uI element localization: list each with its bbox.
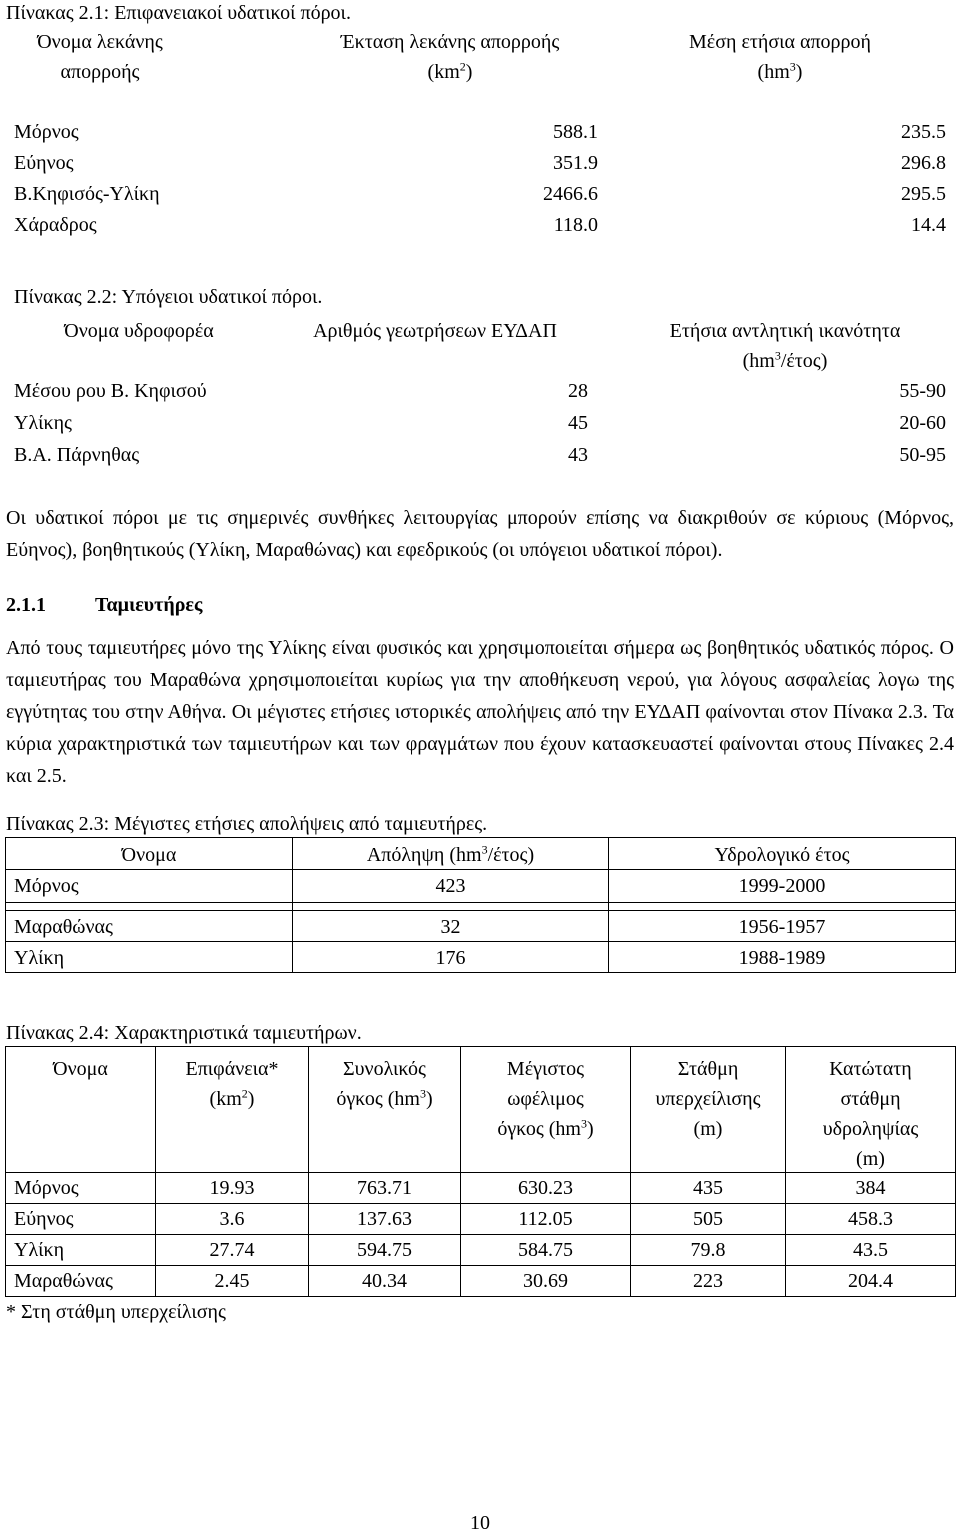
cell-useful: 584.75 xyxy=(518,1239,573,1261)
cell-name: Μόρνος xyxy=(14,1177,79,1199)
cell-spill: 223 xyxy=(693,1270,723,1292)
cell-useful: 112.05 xyxy=(518,1208,573,1230)
table21-header-runoff: Μέση ετήσια απορροή $(hm^3)$ xyxy=(689,31,871,83)
cell-name: Εύηνος xyxy=(14,1208,74,1230)
cell-runoff: 235.5 xyxy=(901,121,946,143)
cell-withdrawal: 32 xyxy=(440,916,461,938)
table24-footnote: * Στη στάθμη υπερχείλισης xyxy=(6,1301,226,1323)
table22-header-name: Όνομα υδροφορέα xyxy=(64,320,214,342)
cell-name: Υλίκη xyxy=(14,947,65,969)
table22-header-capacity: Ετήσια αντλητική ικανότητα $(hm^3/έ\tau o\varsigma)$ xyxy=(669,320,901,372)
cell-total: 137.63 xyxy=(357,1208,412,1230)
cell-area: 2.45 xyxy=(214,1270,250,1292)
cell-total: 763.71 xyxy=(357,1177,412,1199)
cell-runoff: 296.8 xyxy=(901,152,946,174)
table21-caption: Πίνακας 2.1: Επιφανειακοί υδατικοί πόροι. xyxy=(6,2,351,24)
cell-intake: 384 xyxy=(855,1177,886,1199)
cell-runoff: 14.4 xyxy=(911,214,946,236)
cell-name: Β.Α. Πάρνηθας xyxy=(14,444,140,466)
cell-name: Μέσου ρου Β. Κηφισού xyxy=(14,380,207,402)
cell-wells: 45 xyxy=(568,412,588,434)
cell-name: Μόρνος xyxy=(14,875,79,897)
cell-useful: 630.23 xyxy=(518,1177,573,1199)
table23-header-withdrawal: Απόληψη $(hm^3/έ\tau o\varsigma)$ xyxy=(366,842,535,866)
paragraph-resources: Οι υδατικοί πόροι με τις σημερινές συνθήκες λειτουργίας μπορούν επίσης να διακριθούν σε κύριους (Μόρνος, Εύηνος), βοηθητικούς (Υλίκη, Μαραθώνας) και εφεδρικούς (οι υπόγειοι υδατικοί πόροι). xyxy=(6,507,954,561)
table24-header-area: Επιφάνεια* $(km^2)$ xyxy=(185,1058,279,1110)
cell-area: 3.6 xyxy=(219,1208,245,1230)
cell-area: 351.9 xyxy=(553,152,598,174)
cell-wells: 43 xyxy=(568,444,588,466)
cell-capacity: 20-60 xyxy=(899,412,946,434)
cell-total: 594.75 xyxy=(357,1239,412,1261)
cell-year: 1956-1957 xyxy=(738,916,826,938)
cell-withdrawal: 176 xyxy=(435,947,466,969)
cell-intake: 43.5 xyxy=(853,1239,888,1261)
cell-total: 40.34 xyxy=(362,1270,407,1292)
cell-name: Εύηνος xyxy=(14,152,74,174)
page-number: 10 xyxy=(470,1512,490,1534)
cell-name: Μόρνος xyxy=(14,121,79,143)
cell-intake: 458.3 xyxy=(848,1208,893,1230)
cell-name: Υλίκης xyxy=(14,412,72,434)
cell-year: 1988-1989 xyxy=(738,947,826,969)
cell-area: 118.0 xyxy=(553,214,598,236)
cell-area: 588.1 xyxy=(553,121,598,143)
cell-withdrawal: 423 xyxy=(435,875,466,897)
cell-name: Μαραθώνας xyxy=(14,1270,113,1292)
cell-name: Υλίκη xyxy=(14,1239,65,1261)
table24-caption: Πίνακας 2.4: Χαρακτηριστικά ταμιευτήρων. xyxy=(6,1022,362,1044)
cell-wells: 28 xyxy=(568,380,588,402)
cell-spill: 505 xyxy=(693,1208,723,1230)
cell-useful: 30.69 xyxy=(523,1270,568,1292)
table24-header-name: Όνομα xyxy=(53,1058,108,1080)
table24-header-useful: Μέγιστος ωφέλιμος όγκος $(hm^3)$ xyxy=(497,1058,594,1140)
table22-header-wells: Αριθμός γεωτρήσεων ΕΥΔΑΠ xyxy=(313,320,557,342)
cell-spill: 79.8 xyxy=(690,1239,726,1261)
section-number: 2.1.1 xyxy=(6,594,46,616)
table23-header-name: Όνομα xyxy=(121,844,177,866)
cell-name: Β.Κηφισός-Υλίκη xyxy=(14,183,160,205)
cell-spill: 435 xyxy=(693,1177,723,1199)
table23-caption: Πίνακας 2.3: Μέγιστες ετήσιες απολήψεις από ταμιευτήρες. xyxy=(6,813,488,835)
table21-header-name: Όνομα λεκάνης απορροής xyxy=(37,31,163,83)
table24-header-total: Συνολικός όγκος $(hm^3)$ xyxy=(336,1058,433,1110)
cell-area: 27.74 xyxy=(209,1239,255,1261)
cell-name: Χάραδρος xyxy=(14,214,97,236)
table24-header-intake: Κατώτατη στάθμη υδροληψίας (m) xyxy=(822,1058,919,1170)
table22-caption: Πίνακας 2.2: Υπόγειοι υδατικοί πόροι. xyxy=(14,286,323,308)
paragraph-reservoirs: Από τους ταμιευτήρες μόνο της Υλίκης είναι φυσικός και χρησιμοποιείται σήμερα ως βοηθητικός υδατικός πόρος. Ο ταμιευτήρας του Μαραθώνα χρησιμοποιείται κυρίως για την αποθήκευση νερού, για λόγους ασφαλείας λογω της εγγύτητας του στην Αθήνα. Οι μέγιστες ετήσιες ιστορικές απολήψεις από την ΕΥΔΑΠ φαίνονται στον Πίνακα 2.3. Τα κύρια χαρακτηριστικά των ταμιευτήρων και των φραγμάτων που έχουν κατασκευαστεί φαίνονται στους Πίνακες 2.4 και 2.5. xyxy=(6,637,954,787)
cell-year: 1999-2000 xyxy=(738,875,826,897)
cell-area: 2466.6 xyxy=(543,183,598,205)
cell-area: 19.93 xyxy=(209,1177,255,1199)
table23-header-year: Υδρολογικό έτος xyxy=(714,844,850,866)
section-title: Ταμιευτήρες xyxy=(95,594,203,616)
table21-header-area: Έκταση λεκάνης απορροής $(km^2)$ xyxy=(340,31,560,83)
cell-capacity: 55-90 xyxy=(899,380,946,402)
table24-header-spill: Στάθμη υπερχείλισης (m) xyxy=(655,1058,761,1140)
cell-capacity: 50-95 xyxy=(899,444,946,466)
cell-runoff: 295.5 xyxy=(901,183,946,205)
cell-name: Μαραθώνας xyxy=(14,916,113,938)
cell-intake: 204.4 xyxy=(848,1270,893,1292)
